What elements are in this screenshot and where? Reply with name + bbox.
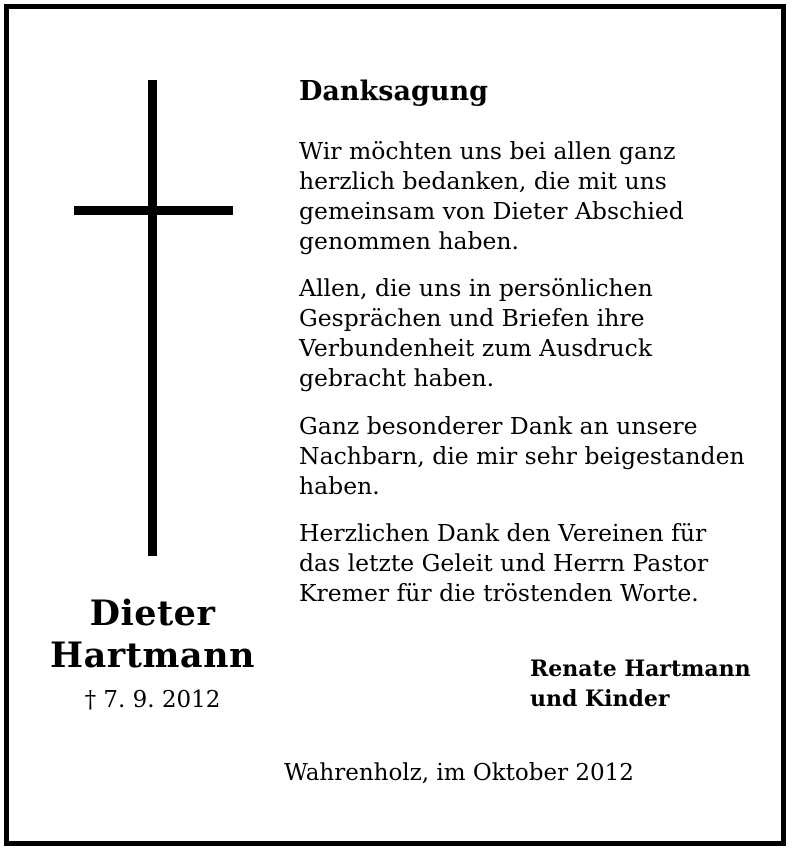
place-and-date: Wahrenholz, im Oktober 2012 xyxy=(284,760,634,786)
paragraph-line: Kremer für die tröstenden Worte. xyxy=(299,579,699,607)
deceased-first-name: Dieter xyxy=(89,593,216,634)
signature-line-1: Renate Hartmann xyxy=(530,656,751,682)
paragraph-line: gemeinsam von Dieter Abschied xyxy=(299,197,684,225)
thanks-paragraph-4 xyxy=(299,518,769,608)
paragraph-line: genommen haben. xyxy=(299,227,520,255)
cross-vertical-bar xyxy=(148,80,157,556)
thanks-paragraph-2 xyxy=(299,273,769,393)
signature-line-2: und Kinder xyxy=(530,686,670,712)
paragraph-line: Gesprächen und Briefen ihre xyxy=(299,304,645,332)
paragraph-line: Ganz besonderer Dank an unsere xyxy=(299,412,698,440)
notice-heading: Danksagung xyxy=(299,76,488,107)
thanks-paragraph-1 xyxy=(299,136,769,256)
paragraph-line: haben. xyxy=(299,472,380,500)
paragraph-line: Verbundenheit zum Ausdruck xyxy=(299,334,653,362)
paragraph-line: Herzlichen Dank den Vereinen für xyxy=(299,519,707,547)
thanks-paragraph-3 xyxy=(299,411,769,501)
paragraph-line: herzlich bedanken, die mit uns xyxy=(299,167,667,195)
paragraph-line: Allen, die uns in persönlichen xyxy=(299,274,653,302)
paragraph-line: Nachbarn, die mir sehr beigestanden xyxy=(299,442,745,470)
deceased-last-name: Hartmann xyxy=(50,635,255,676)
paragraph-line: gebracht haben. xyxy=(299,364,495,392)
cross-horizontal-bar xyxy=(74,206,233,215)
paragraph-line: das letzte Geleit und Herrn Pastor xyxy=(299,549,709,577)
death-date: † 7. 9. 2012 xyxy=(84,687,221,713)
paragraph-line: Wir möchten uns bei allen ganz xyxy=(299,137,676,165)
